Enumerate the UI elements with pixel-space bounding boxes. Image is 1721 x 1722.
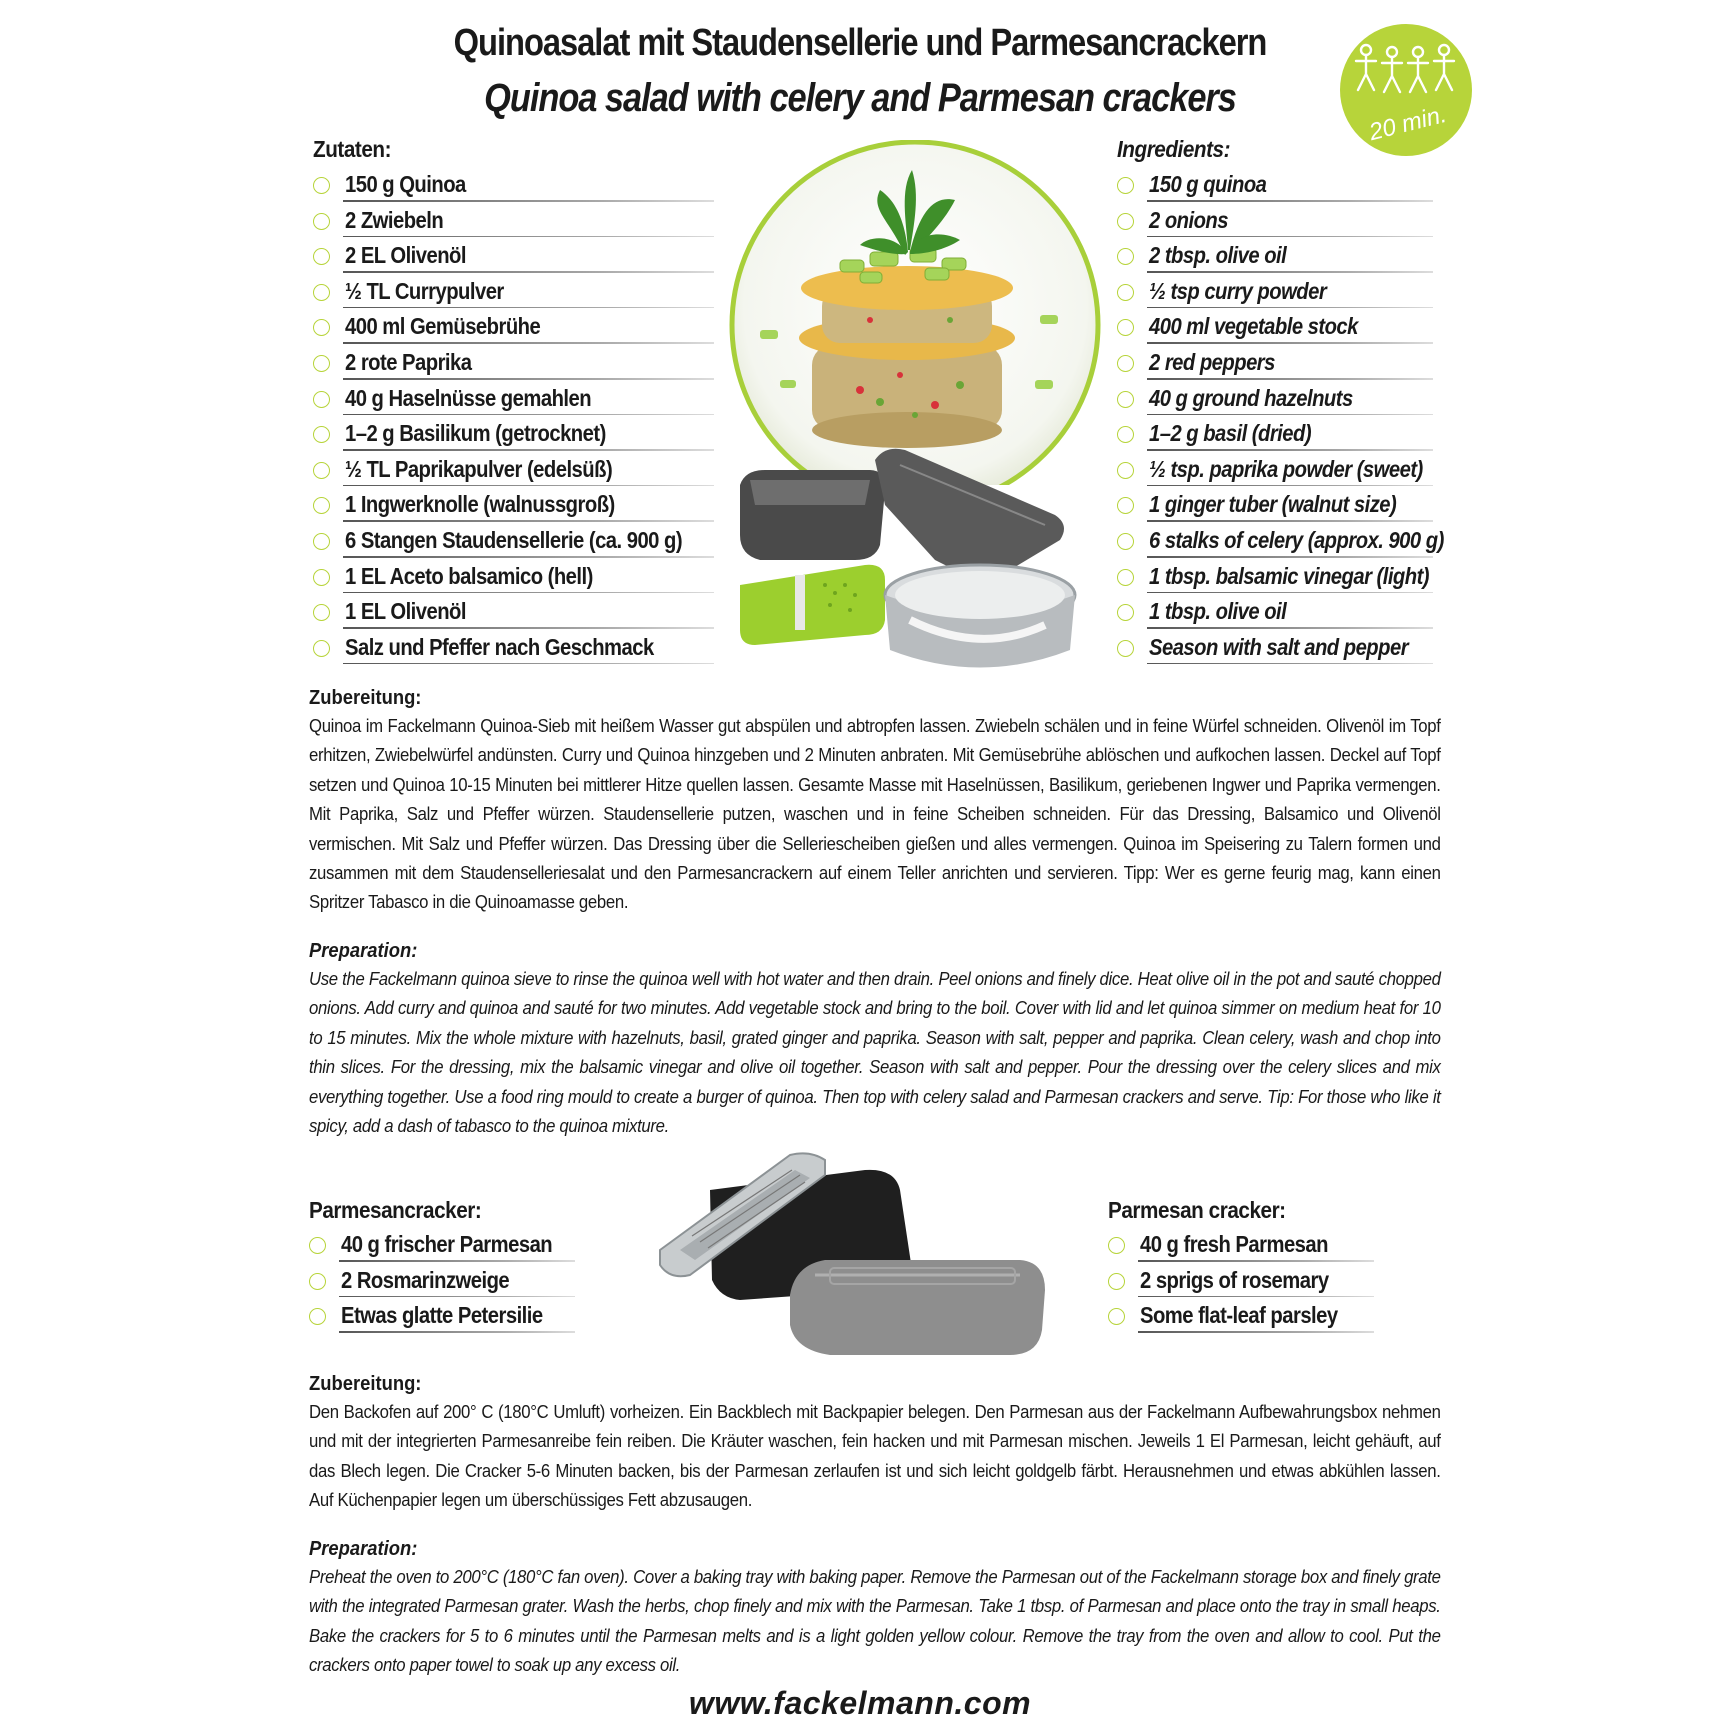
ingredient-label: 40 g Haselnüsse gemahlen — [345, 384, 592, 411]
ingredient-underline — [343, 592, 714, 594]
prep-time-label: 20 min. — [1366, 100, 1450, 147]
ingredient-item — [1117, 168, 1437, 202]
ingredient-item — [1117, 310, 1437, 344]
quinoa-sieve-tools-image — [735, 445, 1095, 685]
checkbox-circle-icon[interactable] — [313, 640, 330, 657]
checkbox-circle-icon[interactable] — [1117, 319, 1134, 336]
ingredients-heading-en: Ingredients: — [1117, 136, 1231, 162]
checkbox-circle-icon[interactable] — [1117, 284, 1134, 301]
ingredient-label: ½ tsp curry powder — [1149, 277, 1327, 304]
ingredient-underline — [1147, 520, 1433, 522]
checkbox-circle-icon[interactable] — [309, 1273, 326, 1290]
ingredient-label: 40 g ground hazelnuts — [1149, 384, 1353, 411]
prep-text-de: Quinoa im Fackelmann Quinoa-Sieb mit heißem Wasser gut abspülen und abtropfen lassen. Zwiebeln schälen und in feine Würfel schneiden. Olivenöl im Topf erhitzen, Zwiebelwürfel andünsten. Curry und Quinoa hinzgeben und 2 Minuten anbraten. Mit Gemüsebrühe ablöschen und aufkochen lassen. Deckel auf Topf setzen und Quinoa 10-15 Minuten bei mittlerer Hitze quellen lassen. Gesamte Masse mit Haselnüssen, Basilikum, geriebenen Ingwer und Paprika vermengen. Mit Paprika, Salz und Pfeffer würzen. Staudensellerie putzen, waschen und in feine Scheiben schneiden. Für das Dressing, Balsamico und Olivenöl vermischen. Mit Salz und Pfeffer würzen. Das Dressing über die Selleriescheiben gießen und alles vermengen. Quinoa im Speisering zu Talern formen und zusammen mit dem Staudenselleriesalat und den Parmesancrackern auf einem Teller anrichten und servieren. Tipp: Wer es gerne feurig mag, kann einen Spritzer Tabasco in die Quinoamasse geben. — [309, 716, 1441, 913]
website-url: www.fackelmann.com — [688, 1685, 1032, 1721]
ingredient-underline — [339, 1296, 575, 1298]
checkbox-circle-icon[interactable] — [1117, 213, 1134, 230]
title-german: Quinoasalat mit Staudensellerie und Parmesancrackern — [453, 22, 1267, 64]
crackers-list-de — [309, 1228, 609, 1338]
ingredients-heading-de: Zutaten: — [313, 136, 392, 162]
ingredient-underline — [343, 342, 714, 344]
checkbox-circle-icon[interactable] — [313, 462, 330, 479]
ingredient-label: 2 onions — [1149, 206, 1228, 233]
checkbox-circle-icon[interactable] — [1117, 462, 1134, 479]
ingredient-item — [313, 239, 718, 273]
ingredient-label: 2 Zwiebeln — [345, 206, 444, 233]
checkbox-circle-icon[interactable] — [309, 1237, 326, 1254]
checkbox-circle-icon[interactable] — [313, 284, 330, 301]
ingredient-item — [1117, 524, 1444, 558]
checkbox-circle-icon[interactable] — [1117, 355, 1134, 372]
ingredient-label: 2 Rosmarinzweige — [341, 1266, 510, 1293]
checkbox-circle-icon[interactable] — [1117, 604, 1134, 621]
ingredient-item — [1117, 382, 1437, 416]
prep-text-en: Use the Fackelmann quinoa sieve to rinse the quinoa well with hot water and then drain. Peel onions and finely dice. Heat olive oil in the pot and sauté chopped onions. Add curry and quinoa and sauté for two minutes. Add vegetable stock and bring to the boil. Cover with lid and let quinoa simmer on medium heat for 10 to 15 minutes. Mix the whole mixture with hazelnuts, basil, grated ginger and paprika. Season with salt, pepper and paprika. Clean celery, wash and chop into thin slices. For the dressing, mix the balsamic vinegar and olive oil together. Season with salt and pepper. Pour the dressing over the celery slices and mix everything together. Use a food ring mould to create a burger of quinoa. Then top with celery salad and Parmesan crackers and serve. Tip: For those who like it spicy, add a dash of tabasco to the quinoa mixture. — [309, 969, 1441, 1137]
ingredient-underline — [343, 200, 714, 202]
ingredient-label: 1 tbsp. balsamic vinegar (light) — [1149, 562, 1430, 589]
ingredient-underline — [343, 236, 714, 238]
ingredient-underline — [1138, 1260, 1374, 1262]
checkbox-circle-icon[interactable] — [313, 497, 330, 514]
ingredients-list-en — [1117, 168, 1444, 668]
checkbox-circle-icon[interactable] — [1117, 569, 1134, 586]
ingredient-label: ½ TL Paprikapulver (edelsüß) — [345, 455, 613, 482]
checkbox-circle-icon[interactable] — [313, 248, 330, 265]
ingredient-item — [1108, 1264, 1378, 1298]
ingredient-item — [313, 204, 718, 238]
ingredient-label: 2 rote Paprika — [345, 349, 472, 375]
ingredient-item — [313, 595, 718, 629]
ingredient-underline — [343, 627, 714, 629]
ingredient-underline — [1147, 236, 1433, 238]
ingredient-label: 2 EL Olivenöl — [345, 242, 466, 269]
ingredient-label: 2 tbsp. olive oil — [1149, 242, 1287, 269]
checkbox-circle-icon[interactable] — [313, 569, 330, 586]
prep-heading-de: Zubereitung: — [309, 687, 422, 709]
ingredient-item — [309, 1299, 579, 1333]
checkbox-circle-icon[interactable] — [1117, 177, 1134, 194]
ingredient-label: 1 tbsp. olive oil — [1149, 598, 1287, 625]
crackers-list-en — [1108, 1228, 1408, 1338]
checkbox-circle-icon[interactable] — [1117, 391, 1134, 408]
ingredient-label: 6 Stangen Staudensellerie (ca. 900 g) — [345, 527, 683, 553]
ingredient-item — [313, 346, 718, 380]
ingredient-underline — [343, 378, 714, 380]
ingredient-underline — [339, 1260, 575, 1262]
ingredient-underline — [343, 485, 714, 487]
ingredient-item — [313, 560, 718, 594]
ingredient-label: 1–2 g Basilikum (getrocknet) — [345, 420, 606, 447]
ingredient-underline — [1147, 449, 1433, 451]
checkbox-circle-icon[interactable] — [313, 177, 330, 194]
prep2-heading-en: Preparation: — [309, 1538, 418, 1560]
ingredient-label: ½ tsp. paprika powder (sweet) — [1149, 455, 1423, 482]
ingredient-item — [1117, 204, 1437, 238]
ingredient-underline — [1147, 342, 1433, 344]
ingredient-label: 1 Ingwerknolle (walnussgroß) — [345, 491, 615, 518]
ingredient-item — [313, 168, 718, 202]
ingredient-underline — [1147, 556, 1433, 558]
ingredient-item — [313, 524, 718, 558]
prep2-text-de: Den Backofen auf 200° C (180°C Umluft) vorheizen. Ein Backblech mit Backpapier belegen. Den Parmesan aus der Fackelmann Aufbewahrungsbox nehmen und mit der integrierten Parmesanreibe fein reiben. Die Kräuter waschen, fein hacken und mit Parmesan mischen. Jeweils 1 El Parmesan, leicht gehäuft, auf das Blech legen. Die Cracker 5-6 Minuten backen, bis der Parmesan zerlaufen ist und sich leicht goldgelb färbt. Herausnehmen und etwas abkühlen lassen. Auf Küchenpapier legen um überschüssiges Fett abzusaugen. — [309, 1402, 1441, 1511]
ingredient-underline — [1147, 271, 1433, 273]
ingredient-underline — [343, 556, 714, 558]
ingredient-underline — [343, 307, 714, 309]
ingredient-item — [313, 488, 718, 522]
parmesan-box-image — [650, 1150, 1050, 1365]
ingredient-item — [313, 417, 718, 451]
ingredient-label: 2 red peppers — [1149, 349, 1275, 375]
ingredient-item — [313, 382, 718, 416]
ingredient-underline — [1138, 1296, 1374, 1298]
checkbox-circle-icon[interactable] — [313, 426, 330, 443]
ingredient-item — [1117, 595, 1437, 629]
crackers-heading-en: Parmesan cracker: — [1108, 1197, 1286, 1223]
checkbox-circle-icon[interactable] — [1108, 1273, 1125, 1290]
ingredient-item — [1117, 239, 1437, 273]
ingredient-label: 1 EL Olivenöl — [345, 598, 466, 625]
time-servings-badge — [1340, 24, 1472, 156]
ingredient-item — [313, 275, 718, 309]
checkbox-circle-icon[interactable] — [313, 319, 330, 336]
ingredient-item — [309, 1264, 579, 1298]
ingredient-label: 40 g fresh Parmesan — [1140, 1231, 1328, 1257]
ingredient-item — [313, 310, 718, 344]
quinoa-dish-photo — [720, 140, 1110, 485]
ingredient-label: 1 ginger tuber (walnut size) — [1149, 491, 1397, 518]
ingredient-underline — [1147, 592, 1433, 594]
ingredient-label: Some flat-leaf parsley — [1140, 1302, 1338, 1328]
ingredient-label: Salz und Pfeffer nach Geschmack — [345, 633, 654, 660]
ingredient-item — [1117, 631, 1437, 665]
ingredient-underline — [343, 271, 714, 273]
ingredient-underline — [1147, 378, 1433, 380]
checkbox-circle-icon[interactable] — [313, 391, 330, 408]
checkbox-circle-icon[interactable] — [1117, 426, 1134, 443]
ingredient-underline — [343, 449, 714, 451]
checkbox-circle-icon[interactable] — [1108, 1237, 1125, 1254]
ingredient-underline — [343, 414, 714, 416]
checkbox-circle-icon[interactable] — [313, 533, 330, 550]
ingredient-underline — [1147, 200, 1433, 202]
ingredient-underline — [1147, 663, 1433, 665]
checkbox-circle-icon[interactable] — [1117, 497, 1134, 514]
ingredient-label: 400 ml Gemüsebrühe — [345, 313, 541, 340]
checkbox-circle-icon[interactable] — [313, 604, 330, 621]
ingredient-item — [1117, 417, 1437, 451]
ingredient-label: 1–2 g basil (dried) — [1149, 420, 1312, 447]
ingredient-underline — [1147, 627, 1433, 629]
prep-heading-en: Preparation: — [309, 940, 418, 962]
ingredient-underline — [1147, 307, 1433, 309]
checkbox-circle-icon[interactable] — [1117, 533, 1134, 550]
ingredient-label: ½ TL Currypulver — [345, 277, 504, 304]
ingredient-item — [1117, 560, 1437, 594]
ingredient-label: Season with salt and pepper — [1149, 633, 1409, 660]
ingredient-item — [309, 1228, 579, 1262]
ingredient-item — [1108, 1228, 1378, 1262]
ingredient-label: 40 g frischer Parmesan — [341, 1231, 553, 1257]
ingredient-underline — [1138, 1331, 1374, 1333]
ingredient-item — [1117, 453, 1437, 487]
checkbox-circle-icon[interactable] — [313, 355, 330, 372]
ingredients-list-de — [313, 168, 723, 668]
ingredient-item — [1108, 1299, 1378, 1333]
checkbox-circle-icon[interactable] — [313, 213, 330, 230]
ingredient-label: 400 ml vegetable stock — [1149, 313, 1358, 340]
ingredient-underline — [1147, 485, 1433, 487]
prep2-text-en: Preheat the oven to 200°C (180°C fan oven). Cover a baking tray with baking paper. Remove the Parmesan out of the Fackelmann storage box and finely grate with the integrated Parmesan grater. Wash the herbs, chop finely and mix with the Parmesan. Take 1 tbsp. of Parmesan and place onto the tray in small heaps. Bake the crackers for 5 to 6 minutes until the Parmesan melts and is a light golden yellow colour. Remove the tray from the oven and allow to cool. Put the crackers onto paper towel to soak up any excess oil. — [309, 1567, 1441, 1676]
ingredient-label: Etwas glatte Petersilie — [341, 1302, 543, 1328]
ingredient-item — [313, 631, 718, 665]
ingredient-label: 2 sprigs of rosemary — [1140, 1266, 1329, 1293]
ingredient-item — [313, 453, 718, 487]
ingredient-label: 150 g Quinoa — [345, 171, 466, 197]
ingredient-item — [1117, 346, 1437, 380]
ingredient-label: 6 stalks of celery (approx. 900 g) — [1149, 527, 1444, 553]
ingredient-item — [1117, 488, 1437, 522]
ingredient-underline — [339, 1331, 575, 1333]
ingredient-underline — [343, 520, 714, 522]
ingredient-label: 150 g quinoa — [1149, 171, 1267, 197]
ingredient-item — [1117, 275, 1437, 309]
title-english: Quinoa salad with celery and Parmesan crackers — [484, 76, 1236, 120]
ingredient-underline — [343, 663, 714, 665]
prep2-heading-de: Zubereitung: — [309, 1373, 422, 1395]
crackers-heading-de: Parmesancracker: — [309, 1197, 482, 1223]
ingredient-label: 1 EL Aceto balsamico (hell) — [345, 562, 593, 589]
checkbox-circle-icon[interactable] — [1117, 248, 1134, 265]
ingredient-underline — [1147, 414, 1433, 416]
checkbox-circle-icon[interactable] — [1108, 1308, 1125, 1325]
checkbox-circle-icon[interactable] — [1117, 640, 1134, 657]
checkbox-circle-icon[interactable] — [309, 1308, 326, 1325]
